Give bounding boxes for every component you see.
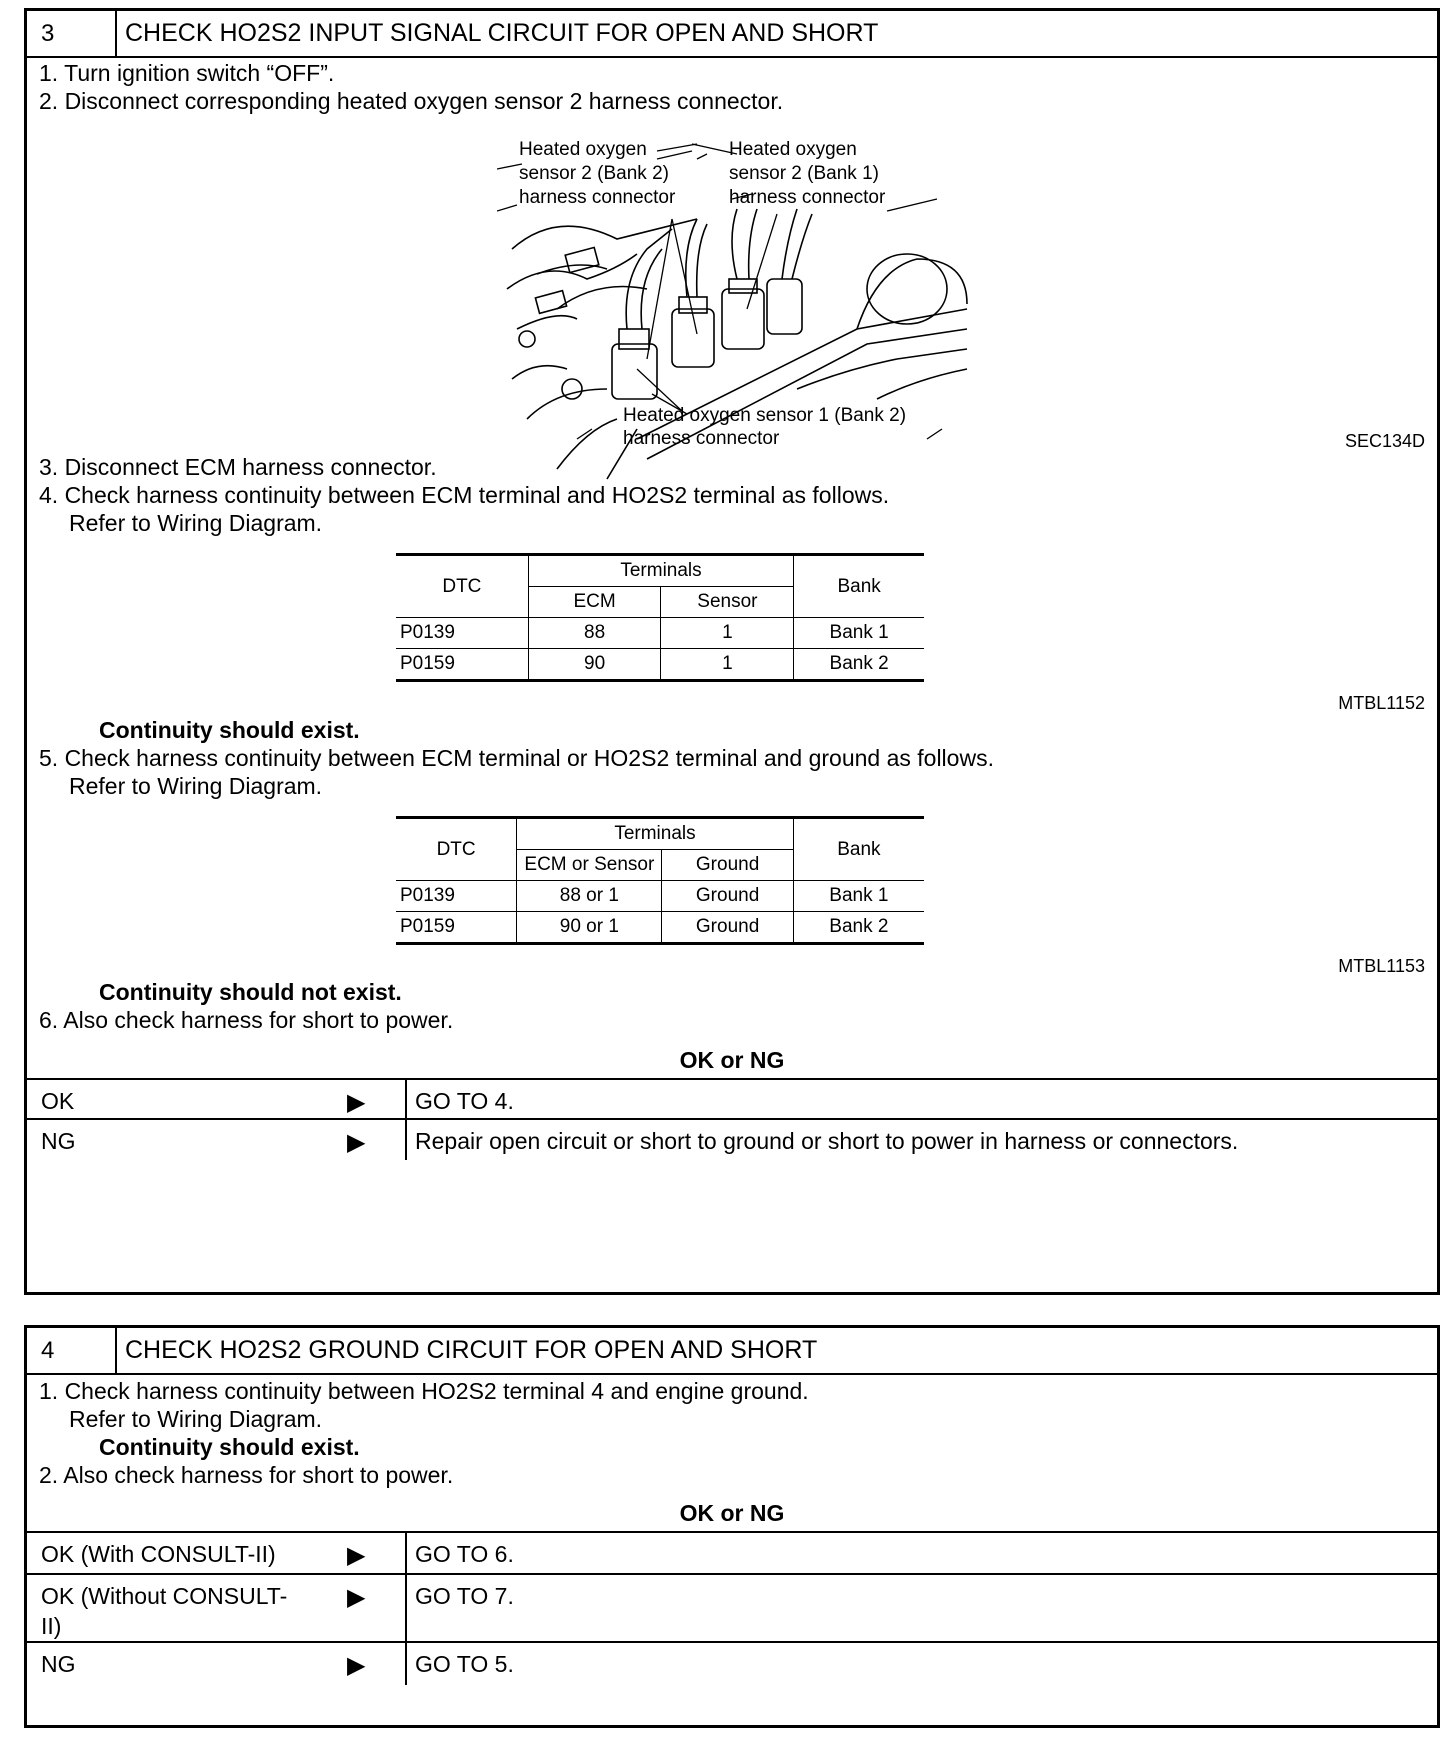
arrow-right-icon: ▶ [347, 1584, 366, 1611]
step-number: 4 [27, 1328, 117, 1373]
cell-sensor: 1 [661, 618, 794, 649]
ok-or-ng-title: OK or NG [679, 1047, 785, 1073]
divider [405, 1533, 407, 1575]
figure-label-c-line2: harness connector [623, 428, 780, 449]
instruction-4-ref: Refer to Wiring Diagram. [69, 510, 323, 536]
step-3-block [24, 8, 1440, 1295]
header-ecm: ECM [528, 587, 661, 618]
figure-label-b-line3: harness connector [729, 187, 886, 208]
step-4-header [27, 1328, 1437, 1375]
cell-bank: Bank 1 [793, 881, 924, 912]
instruction-6: 6. Also check harness for short to power. [39, 1007, 454, 1033]
result-row-ok-with-consult [27, 1531, 1437, 1575]
header-ecm-or-sensor: ECM or Sensor [517, 850, 662, 881]
cell-ground: Ground [662, 912, 793, 944]
instruction-5: 5. Check harness continuity between ECM terminal or HO2S2 terminal and ground as follows. [39, 745, 994, 771]
figure-label-b-line2: sensor 2 (Bank 1) [729, 163, 879, 184]
instruction-1: 1. Check harness continuity between HO2S2 terminal 4 and engine ground. [39, 1378, 809, 1404]
divider [405, 1080, 407, 1120]
result-action: GO TO 4. [415, 1088, 514, 1114]
instruction-3: 3. Disconnect ECM harness connector. [39, 454, 437, 480]
figure-label-a-line3: harness connector [519, 187, 676, 208]
figure-label-c: Heated oxygen sensor 1 (Bank 2) [623, 405, 907, 426]
header-dtc: DTC [396, 555, 528, 618]
step-4-block [24, 1325, 1440, 1728]
cell-ground: Ground [662, 881, 793, 912]
figure-label-a: Heated oxygen [519, 139, 647, 160]
continuity-note-1: Continuity should exist. [99, 717, 360, 743]
result-condition: NG [41, 1651, 76, 1677]
cell-sensor: 1 [661, 649, 794, 681]
header-terminals: Terminals [528, 555, 793, 587]
header-bank: Bank [793, 818, 924, 881]
table-row [396, 649, 924, 681]
step-title: CHECK HO2S2 INPUT SIGNAL CIRCUIT FOR OPEN AND SHORT [125, 19, 879, 47]
result-condition: OK [41, 1088, 75, 1114]
instruction-1-ref: Refer to Wiring Diagram. [69, 1406, 323, 1432]
result-condition: NG [41, 1128, 76, 1154]
result-condition: OK (Without CONSULT-II) [41, 1583, 288, 1639]
result-row-ng [27, 1118, 1437, 1160]
cell-dtc: P0139 [396, 881, 517, 912]
arrow-right-icon: ▶ [347, 1089, 366, 1116]
header-ground: Ground [662, 850, 793, 881]
step-number: 3 [27, 11, 117, 56]
instruction-2: 2. Also check harness for short to power. [39, 1462, 454, 1488]
header-terminals: Terminals [517, 818, 794, 850]
cell-bank: Bank 2 [793, 912, 924, 944]
table-2-code: MTBL1153 [1338, 956, 1425, 976]
instruction-1: 1. Turn ignition switch “OFF”. [39, 60, 335, 86]
figure-label-b: Heated oxygen [729, 139, 857, 160]
table-row [396, 912, 924, 944]
cell-ecm-or-sensor: 90 or 1 [517, 912, 662, 944]
cell-ecm: 88 [528, 618, 661, 649]
header-sensor: Sensor [661, 587, 794, 618]
continuity-note-2: Continuity should not exist. [99, 979, 402, 1005]
table-row [396, 618, 924, 649]
result-row-ng [27, 1641, 1437, 1685]
divider [405, 1643, 407, 1685]
step-3-header [27, 11, 1437, 58]
result-row-ok [27, 1078, 1437, 1120]
continuity-note: Continuity should exist. [99, 1434, 360, 1460]
continuity-table-1 [396, 553, 924, 682]
continuity-table-2 [396, 816, 924, 945]
connector-location-figure [497, 139, 1017, 499]
cell-dtc: P0139 [396, 618, 528, 649]
cell-dtc: P0159 [396, 649, 528, 681]
result-condition: OK (With CONSULT-II) [41, 1541, 276, 1567]
result-action: Repair open circuit or short to ground or short to power in harness or connectors. [415, 1128, 1239, 1154]
instruction-4: 4. Check harness continuity between ECM terminal and HO2S2 terminal as follows. [39, 482, 890, 508]
result-row-ok-without-consult [27, 1573, 1437, 1643]
figure-code: SEC134D [1344, 431, 1425, 451]
step-title: CHECK HO2S2 GROUND CIRCUIT FOR OPEN AND SHORT [125, 1336, 818, 1364]
result-action: GO TO 5. [415, 1651, 514, 1677]
cell-bank: Bank 2 [794, 649, 924, 681]
ok-or-ng-title: OK or NG [679, 1500, 785, 1526]
divider [405, 1120, 407, 1160]
cell-ecm: 90 [528, 649, 661, 681]
instruction-2: 2. Disconnect corresponding heated oxygen sensor 2 harness connector. [39, 88, 784, 114]
cell-dtc: P0159 [396, 912, 517, 944]
header-bank: Bank [794, 555, 924, 618]
result-action: GO TO 6. [415, 1541, 514, 1567]
table-1-code: MTBL1152 [1338, 693, 1425, 713]
table-row [396, 881, 924, 912]
arrow-right-icon: ▶ [347, 1652, 366, 1679]
figure-label-a-line2: sensor 2 (Bank 2) [519, 163, 669, 184]
divider [405, 1575, 407, 1643]
cell-ecm-or-sensor: 88 or 1 [517, 881, 662, 912]
result-action: GO TO 7. [415, 1583, 514, 1609]
header-dtc: DTC [396, 818, 517, 881]
cell-bank: Bank 1 [794, 618, 924, 649]
arrow-right-icon: ▶ [347, 1129, 366, 1156]
instruction-5-ref: Refer to Wiring Diagram. [69, 773, 323, 799]
arrow-right-icon: ▶ [347, 1542, 366, 1569]
